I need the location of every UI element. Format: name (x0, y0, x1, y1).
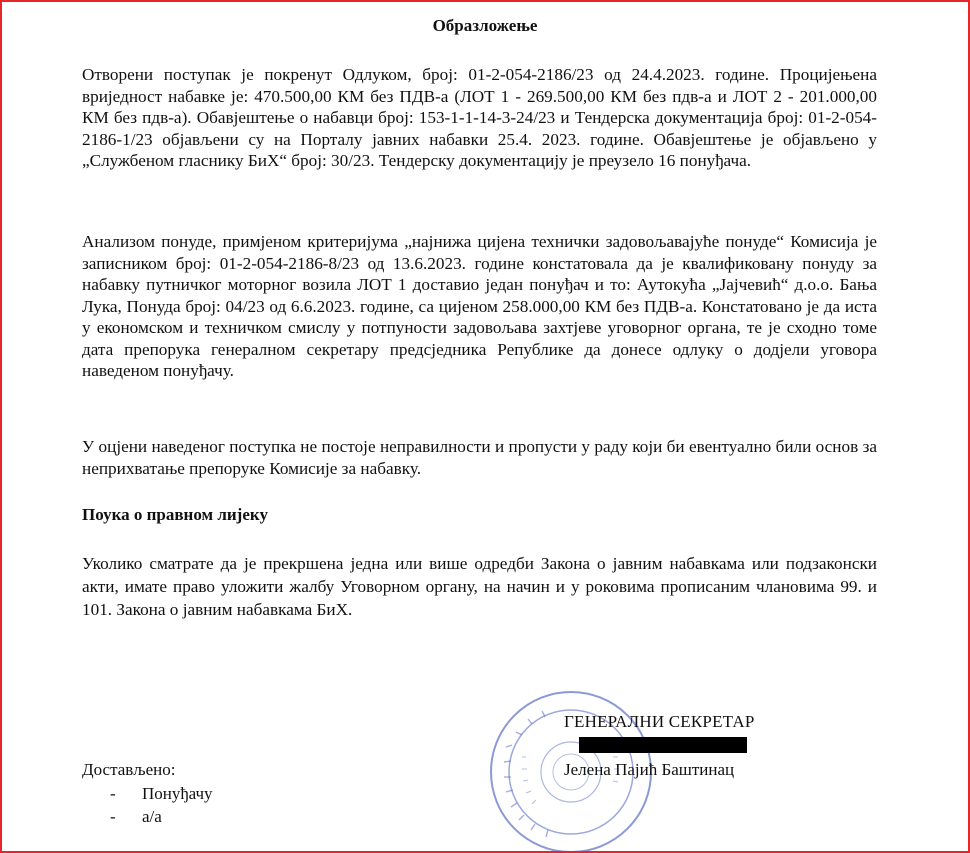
delivered-item-bidder: Понуђачу (142, 784, 213, 803)
document-heading: Образложење (432, 16, 538, 35)
signatory-name: Јелена Пајић Баштинац (564, 760, 735, 779)
list-item: - Понуђачу (110, 784, 213, 807)
delivered-list (110, 784, 213, 830)
delivered-item-archive: а/а (142, 807, 162, 826)
delivered-label: Достављено: (82, 760, 176, 779)
paragraph-analysis: Анализом понуде, примјеном критеријума „најнижа цијена технички задовољавајуће понуде“ Комисија је записником број: 01-2-054-2186-8/23 од 13.6.2023. године констатовала да је квалификовану понуду за набавку путничког моторног возила ЛОТ 1 доставио један понуђач и то: Аутокућа „Јајчевић“ д.о.о. Бања Лука, Понуда број: 04/23 од 6.6.2023. године, са цијеном 258.000,00 КМ без ПДВ-а. Констатовано је да иста у економском и техничком смислу у потпуности задовољава захтјеве уговорног органа, те је сходно томе дата препорука генералном секретару предсједника Републике да донесе одлуку о додјели уговора наведеном понуђачу. (82, 232, 877, 380)
paragraph-legal-remedy: Уколико сматрате да је прекршена једна или више одредби Закона о јавним набавкама или подзаконски акти, имате право уложити жалбу Уговорном органу, на начин и у роковима прописаним члановима 99. и 101. Закона о јавним набавкама БиХ. (82, 554, 877, 619)
paragraph-procedure: Отворени поступак је покренут Одлуком, број: 01-2-054-2186/23 од 24.4.2023. године. Процијењена вриједност набавке је: 470.500,00 КМ без ПДВ-а (ЛОТ 1 - 269.500,00 КМ без пдв-а и ЛОТ 2 - 201.000,00 КМ без пдв-а). Обавјештење о набавци број: 153-1-1-14-3-24/23 и Тендерска документација број: 01-2-054-2186-1/23 објављени су на Порталу јавних набавки 25.4. 2023. године. Обавјештење је објављено у „Службеном гласнику БиХ“ број: 30/23. Тендерску документацију је преузело 16 понуђача. (82, 65, 877, 170)
legal-remedy-heading: Поука о правном лијеку (82, 505, 268, 524)
list-item: - а/а (110, 807, 213, 830)
paragraph-assessment: У оцјени наведеног поступка не постоје неправилности и пропусти у раду који би евентуално били основ за неприхватање препоруке Комисије за набавку. (82, 437, 877, 478)
redacted-signature (579, 737, 747, 753)
signatory-title: ГЕНЕРАЛНИ СЕКРЕТАР (564, 712, 755, 731)
